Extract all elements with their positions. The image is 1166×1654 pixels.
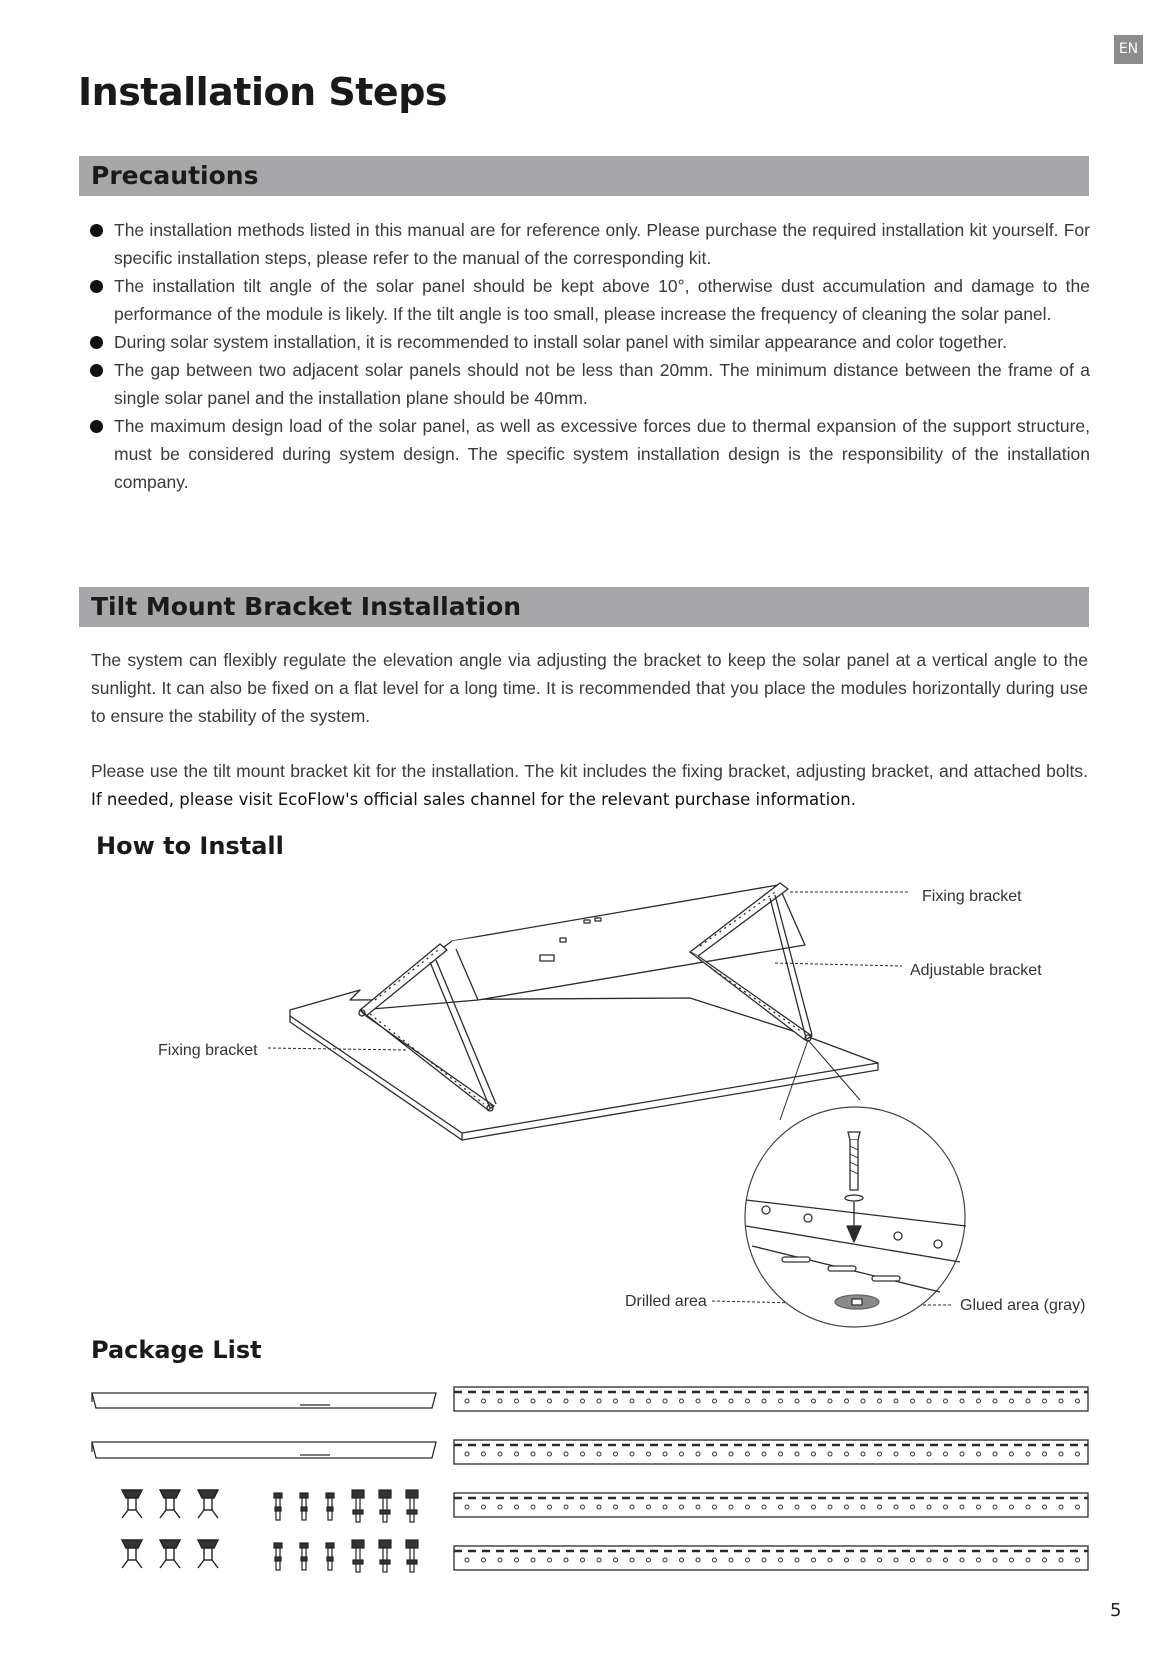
rail-hole	[1026, 1505, 1030, 1509]
rail-hole	[465, 1452, 469, 1456]
bolt	[300, 1543, 308, 1570]
rail-hole	[960, 1505, 964, 1509]
rail-hole	[482, 1452, 486, 1456]
rail-hole	[812, 1452, 816, 1456]
rail-hole	[894, 1558, 898, 1562]
rail-hole	[861, 1505, 865, 1509]
rail-hole	[680, 1558, 684, 1562]
rail-hole	[1026, 1558, 1030, 1562]
rail-hole	[531, 1399, 535, 1403]
bolt	[379, 1490, 391, 1522]
rail-hole	[812, 1505, 816, 1509]
rail-hole	[614, 1452, 618, 1456]
rail-hole	[531, 1558, 535, 1562]
rail-hole	[647, 1558, 651, 1562]
rail-hole	[1026, 1452, 1030, 1456]
rail-hole	[1059, 1505, 1063, 1509]
wing-nut	[122, 1490, 142, 1518]
label-fixing-bracket-left: Fixing bracket	[158, 1042, 258, 1059]
precaution-item: The installation methods listed in this manual are for reference only. Please purchase the required installation kit yourself. For specific installation steps, please refer to the manual of the corresponding kit.	[88, 216, 1090, 272]
wing-nut	[122, 1540, 142, 1568]
bolt	[326, 1493, 334, 1520]
rail-hole	[960, 1558, 964, 1562]
rail-hole	[647, 1505, 651, 1509]
rail-hole	[977, 1505, 981, 1509]
rail-hole	[911, 1505, 915, 1509]
rail-hole	[960, 1399, 964, 1403]
rail-hole	[746, 1399, 750, 1403]
rail-hole	[944, 1505, 948, 1509]
rail-hole	[1026, 1399, 1030, 1403]
rail-hole	[795, 1399, 799, 1403]
tilt-mount-paragraph-2-emphasis: If needed, please visit EcoFlow's official sales channel for the relevant purchase information.	[91, 790, 856, 809]
bolt	[274, 1543, 282, 1570]
rail-hole	[762, 1399, 766, 1403]
rail-holes	[465, 1399, 1080, 1562]
label-glued-area: Glued area (gray)	[960, 1297, 1086, 1314]
rail-hole	[795, 1558, 799, 1562]
rail-hole	[993, 1505, 997, 1509]
rail-hole	[663, 1399, 667, 1403]
rail-hole	[531, 1505, 535, 1509]
rail-hole	[581, 1505, 585, 1509]
rail-hole	[779, 1505, 783, 1509]
precaution-item: The gap between two adjacent solar panels should not be less than 20mm. The minimum distance between the frame of a single solar panel and the installation plane should be 40mm.	[88, 356, 1090, 412]
rail-hole	[894, 1452, 898, 1456]
page-title: Installation Steps	[78, 70, 448, 114]
rail-hole	[581, 1558, 585, 1562]
rail-hole	[465, 1505, 469, 1509]
rail-hole	[482, 1558, 486, 1562]
rail-hole	[993, 1452, 997, 1456]
rail-hole	[878, 1399, 882, 1403]
page-number: 5	[1110, 1600, 1122, 1621]
rail-hole	[597, 1558, 601, 1562]
rail-hole	[1010, 1558, 1014, 1562]
label-adjustable-bracket: Adjustable bracket	[910, 962, 1042, 979]
rail-hole	[597, 1505, 601, 1509]
rail-hole	[465, 1558, 469, 1562]
precaution-item: The maximum design load of the solar panel, as well as excessive forces due to thermal expansion of the support structure, must be considered during system design. The specific system installation design is the responsibility of the installation company.	[88, 412, 1090, 496]
tilt-mount-heading: Tilt Mount Bracket Installation	[91, 592, 522, 621]
rail-hole	[795, 1505, 799, 1509]
solar-panel-frame	[360, 885, 805, 1010]
bolts	[274, 1490, 418, 1572]
rail-hole	[845, 1399, 849, 1403]
precaution-item: The installation tilt angle of the solar panel should be kept above 10°, otherwise dust accumulation and damage to the performance of the module is likely. If the tilt angle is too small, please increase the frequency of cleaning the solar panel.	[88, 272, 1090, 328]
rail-hole	[729, 1399, 733, 1403]
rail-hole	[1043, 1399, 1047, 1403]
rail-hole	[927, 1452, 931, 1456]
rail-hole	[647, 1399, 651, 1403]
rail-hole	[713, 1452, 717, 1456]
how-to-install-heading: How to Install	[96, 832, 284, 860]
rail-hole	[515, 1558, 519, 1562]
rail-hole	[696, 1558, 700, 1562]
tilt-mount-paragraph-2-text: Please use the tilt mount bracket kit for the installation. The kit includes the fixing bracket, adjusting bracket, and attached bolts.	[91, 761, 1088, 781]
rail-hole	[795, 1452, 799, 1456]
rail-hole	[713, 1399, 717, 1403]
rail-hole	[498, 1558, 502, 1562]
rail-hole	[498, 1399, 502, 1403]
rail-hole	[828, 1558, 832, 1562]
rail-hole	[1076, 1505, 1080, 1509]
rail-hole	[696, 1452, 700, 1456]
rail-hole	[861, 1452, 865, 1456]
rail-hole	[1059, 1452, 1063, 1456]
rail-hole	[713, 1558, 717, 1562]
rail-hole	[647, 1452, 651, 1456]
rail-hole	[663, 1452, 667, 1456]
rail-hole	[779, 1452, 783, 1456]
rail-hole	[861, 1558, 865, 1562]
bolt	[300, 1493, 308, 1520]
rail-hole	[696, 1505, 700, 1509]
detail-circle	[745, 1107, 966, 1327]
rail-hole	[630, 1505, 634, 1509]
bolt	[274, 1493, 282, 1520]
rail-hole	[729, 1558, 733, 1562]
rail-hole	[597, 1452, 601, 1456]
rail-hole	[944, 1558, 948, 1562]
bolt	[379, 1540, 391, 1572]
rail-hole	[762, 1558, 766, 1562]
rail-hole	[663, 1558, 667, 1562]
rail-hole	[779, 1558, 783, 1562]
rail-hole	[911, 1452, 915, 1456]
rail-hole	[927, 1505, 931, 1509]
package-list-heading: Package List	[91, 1336, 262, 1364]
fixing-bracket-part	[92, 1393, 436, 1408]
rail-hole	[812, 1558, 816, 1562]
tilt-mount-paragraph-1: The system can flexibly regulate the elevation angle via adjusting the bracket to keep the solar panel at a vertical angle to the sunlight. It can also be fixed on a flat level for a long time. It is recommended that you place the modules horizontally during use to ensure the stability of the system.	[91, 650, 1088, 726]
rail-hole	[1010, 1505, 1014, 1509]
rail-hole	[729, 1452, 733, 1456]
rail-hole	[581, 1452, 585, 1456]
rail-hole	[548, 1505, 552, 1509]
rail-hole	[515, 1399, 519, 1403]
rail-hole	[944, 1452, 948, 1456]
rail-hole	[878, 1505, 882, 1509]
rail-hole	[746, 1505, 750, 1509]
rail-hole	[581, 1399, 585, 1403]
rail-hole	[482, 1399, 486, 1403]
rail-hole	[894, 1505, 898, 1509]
rail-hole	[482, 1505, 486, 1509]
rail-hole	[498, 1452, 502, 1456]
bolt	[406, 1490, 418, 1522]
fixing-bracket-part	[92, 1442, 436, 1458]
precaution-item: During solar system installation, it is recommended to install solar panel with similar appearance and color together.	[88, 328, 1090, 356]
rail-hole	[1010, 1452, 1014, 1456]
package-items	[92, 1387, 1088, 1570]
rail-hole	[630, 1399, 634, 1403]
rail-hole	[663, 1505, 667, 1509]
rail-hole	[515, 1505, 519, 1509]
rail-hole	[993, 1399, 997, 1403]
bolt	[326, 1543, 334, 1570]
rail-hole	[713, 1505, 717, 1509]
rail-hole	[845, 1558, 849, 1562]
rail-hole	[977, 1452, 981, 1456]
rail-hole	[861, 1399, 865, 1403]
rail-hole	[993, 1558, 997, 1562]
rail-hole	[696, 1399, 700, 1403]
rail-hole	[548, 1452, 552, 1456]
rail-hole	[878, 1452, 882, 1456]
rail-hole	[465, 1399, 469, 1403]
rail-hole	[927, 1399, 931, 1403]
language-badge: EN	[1114, 35, 1143, 64]
rail-hole	[597, 1399, 601, 1403]
rail-hole	[564, 1399, 568, 1403]
rail-hole	[614, 1399, 618, 1403]
rail-hole	[779, 1399, 783, 1403]
rail-hole	[1010, 1399, 1014, 1403]
rail-hole	[944, 1399, 948, 1403]
rail-hole	[894, 1399, 898, 1403]
rail-hole	[498, 1505, 502, 1509]
rail-hole	[911, 1558, 915, 1562]
rail-hole	[614, 1558, 618, 1562]
wing-nuts	[122, 1490, 218, 1568]
rail-hole	[680, 1452, 684, 1456]
label-drilled-area: Drilled area	[625, 1293, 707, 1310]
rail-hole	[977, 1399, 981, 1403]
wing-nut	[198, 1540, 218, 1568]
rail-hole	[878, 1558, 882, 1562]
precautions-heading: Precautions	[91, 161, 259, 190]
rail-hole	[746, 1452, 750, 1456]
rail-hole	[746, 1558, 750, 1562]
bolt	[352, 1540, 364, 1572]
rail-hole	[630, 1452, 634, 1456]
rail-hole	[548, 1399, 552, 1403]
rail-hole	[812, 1399, 816, 1403]
rail-hole	[845, 1505, 849, 1509]
roof-plate	[290, 990, 878, 1140]
bolt	[406, 1540, 418, 1572]
rail-hole	[515, 1452, 519, 1456]
wing-nut	[160, 1490, 180, 1518]
rail-hole	[1076, 1558, 1080, 1562]
bolt	[352, 1490, 364, 1522]
rail-hole	[977, 1558, 981, 1562]
rail-hole	[1043, 1558, 1047, 1562]
rail-hole	[927, 1558, 931, 1562]
rail-hole	[845, 1452, 849, 1456]
rail-hole	[1043, 1505, 1047, 1509]
rail-hole	[828, 1452, 832, 1456]
rail-hole	[548, 1558, 552, 1562]
wing-nut	[198, 1490, 218, 1518]
rail-hole	[1059, 1558, 1063, 1562]
rail-hole	[564, 1505, 568, 1509]
rail-hole	[1043, 1452, 1047, 1456]
rail-hole	[630, 1558, 634, 1562]
rail-hole	[828, 1399, 832, 1403]
label-fixing-bracket-top: Fixing bracket	[922, 888, 1022, 905]
rail-hole	[960, 1452, 964, 1456]
rail-hole	[614, 1505, 618, 1509]
rail-hole	[762, 1505, 766, 1509]
rail-hole	[564, 1452, 568, 1456]
rail-hole	[680, 1399, 684, 1403]
rail-hole	[911, 1399, 915, 1403]
rail-hole	[1059, 1399, 1063, 1403]
rail-hole	[680, 1505, 684, 1509]
rail-hole	[1076, 1452, 1080, 1456]
wing-nut	[160, 1540, 180, 1568]
rail-hole	[762, 1452, 766, 1456]
rail-hole	[729, 1505, 733, 1509]
rail-hole	[564, 1558, 568, 1562]
rail-hole	[1076, 1399, 1080, 1403]
rail-hole	[531, 1452, 535, 1456]
rail-hole	[828, 1505, 832, 1509]
